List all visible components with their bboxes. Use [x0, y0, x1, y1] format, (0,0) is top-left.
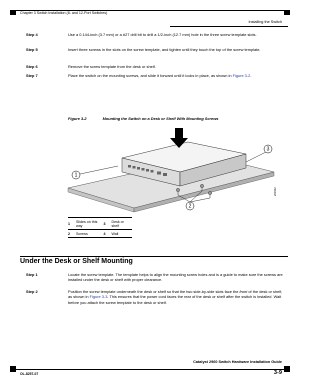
switch-mounting-illustration	[60, 126, 280, 216]
chapter-title: Chapter 3 Switch Installation (8- and 12-Port Switches)	[20, 11, 108, 15]
svg-text:3: 3	[266, 146, 270, 153]
step-text: Insert three screws in the slots on the screw template, and tighten until they touch the top of the screw template.	[68, 47, 261, 52]
figure-number: Figure 3-2	[68, 116, 87, 121]
page-number: 3-9	[273, 370, 282, 376]
step-5	[26, 47, 286, 52]
subhead-rule	[20, 256, 288, 257]
legend-row: 2 Screws 4 Wall	[68, 230, 132, 238]
step-text: Place the switch on the mounting screws, and slide it forward until it locks in place, as shown in	[68, 73, 233, 78]
svg-text:2: 2	[188, 203, 192, 210]
footer-marker-right	[284, 366, 290, 372]
step-1	[26, 272, 286, 283]
step-text: Locate the screw template. The template helps to align the mounting screw holes and is a guide to make sure the screws are installed under the desk or shelf with proper clearance.	[68, 272, 283, 283]
section-heading: Under the Desk or Shelf Mounting	[20, 258, 133, 265]
section-rule	[170, 26, 288, 27]
step-number: Step 2	[26, 289, 38, 294]
step-number: Step 6	[26, 64, 38, 69]
footer-doc-title: Catalyst 2960 Switch Hardware Installation Guide	[193, 360, 282, 364]
section-title: Installing the Switch	[248, 20, 282, 24]
figure-3-3-link[interactable]: Figure 3-3	[89, 294, 108, 300]
footer-rule	[16, 369, 284, 370]
step-text: Use a 0.144-inch (3.7 mm) or a #27 drill bit to drill a 1/2-inch (12.7 mm) hole in the three screw template slots.	[68, 32, 257, 37]
step-number: Step 4	[26, 32, 38, 37]
step-number: Step 7	[26, 73, 38, 78]
step-7: Step 7 Place the switch on the mounting screws, and slide it forward until it locks in place, as shown in Figure 3-2.	[26, 73, 252, 78]
figure-3-2-link[interactable]: Figure 3-2	[232, 73, 251, 78]
step-4	[26, 32, 286, 37]
callout-2	[186, 202, 194, 210]
step-number: Step 5	[26, 47, 38, 52]
figure-art-id: 201902	[274, 187, 277, 196]
callout-3	[264, 145, 272, 153]
svg-text:1: 1	[74, 172, 78, 179]
callout-1	[72, 171, 80, 179]
step-text: Remove the screw template from the desk or shelf.	[68, 64, 156, 69]
legend-row: 1 Slides on this way 3 Desk or shelf	[68, 218, 132, 230]
figure-title: Mounting the Switch on a Desk or Shelf With Mounting Screws	[102, 116, 219, 121]
figure-caption	[68, 116, 218, 121]
figure-legend	[68, 217, 132, 238]
step-number: Step 1	[26, 272, 38, 277]
header-marker-right	[284, 10, 290, 15]
step-6	[26, 64, 286, 69]
footer-doc-number: OL-8257-07	[20, 372, 39, 376]
step-2: Step 2 Position the screw template underneath the desk or shelf so that the two side-by-side slots face the front of the desk or shelf, as shown in Figure 3-3. This ensures that the power cord faces the rear of the desk or shelf after the switch is installed. Wait before you attach the screw template to the desk or shelf.	[26, 289, 283, 305]
